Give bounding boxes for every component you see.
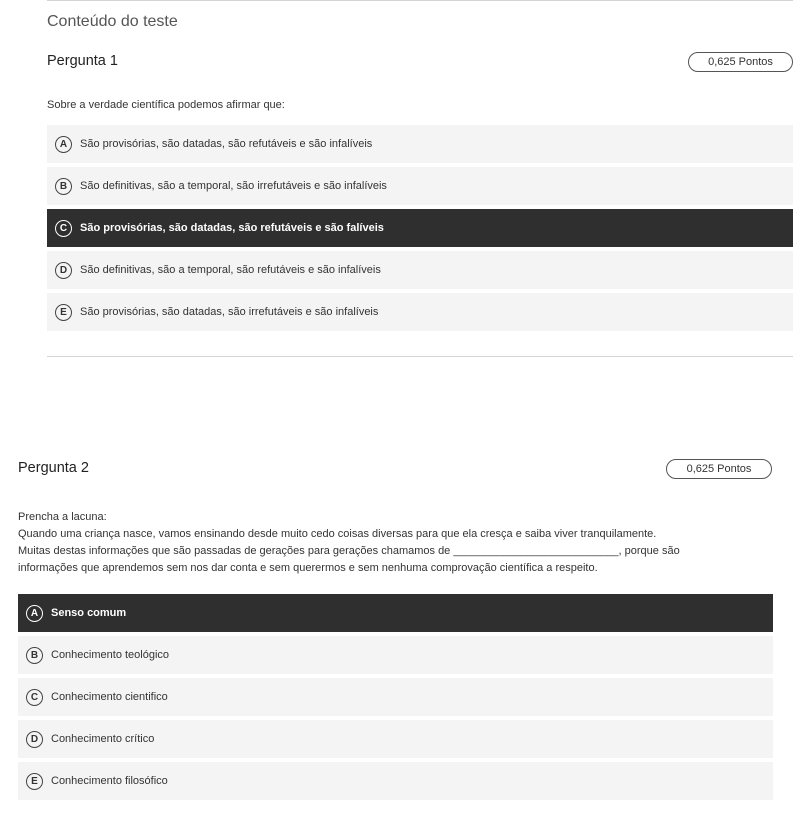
answer-option-e[interactable] <box>18 762 773 800</box>
option-letter-badge: B <box>55 178 72 195</box>
question-title: Pergunta 2 <box>18 460 89 476</box>
answer-option-c[interactable] <box>47 209 793 247</box>
question-text-line: Sobre a verdade científica podemos afirmar que: <box>47 99 285 111</box>
question-text-line: informações que aprendemos sem nos dar conta e sem querermos e sem nenhuma comprovação científica a respeito. <box>18 562 598 574</box>
option-letter-badge: A <box>26 605 43 622</box>
option-letter-badge: E <box>55 304 72 321</box>
answer-option-c[interactable] <box>18 678 773 716</box>
answer-option-a[interactable] <box>18 594 773 632</box>
option-label: São provisórias, são datadas, são refutáveis e são infalíveis <box>80 138 373 150</box>
question-text-line: Muitas destas informações que são passadas de gerações para gerações chamamos de ___________________________, porque são <box>18 545 680 557</box>
answer-option-b[interactable] <box>18 636 773 674</box>
answer-option-d[interactable] <box>47 251 793 289</box>
option-letter-badge: D <box>26 731 43 748</box>
top-divider <box>47 0 793 1</box>
option-letter-badge: E <box>26 773 43 790</box>
option-label: Conhecimento filosófico <box>51 775 168 787</box>
option-label: Conhecimento crítico <box>51 733 155 745</box>
answer-option-a[interactable] <box>47 125 793 163</box>
question-text <box>18 509 788 577</box>
option-letter-badge: B <box>26 647 43 664</box>
section-title: Conteúdo do teste <box>47 13 178 30</box>
answer-option-e[interactable] <box>47 293 793 331</box>
option-label: Conhecimento teológico <box>51 649 170 661</box>
option-letter-badge: D <box>55 262 72 279</box>
option-label: São definitivas, são a temporal, são refutáveis e são infalíveis <box>80 264 381 276</box>
question-text-line: Prencha a lacuna: <box>18 511 107 523</box>
question-text <box>47 97 285 114</box>
option-letter-badge: A <box>55 136 72 153</box>
question-title: Pergunta 1 <box>47 53 118 69</box>
section-divider <box>47 356 793 357</box>
option-label: São definitivas, são a temporal, são irrefutáveis e são infalíveis <box>80 180 387 192</box>
answer-option-b[interactable] <box>47 167 793 205</box>
answer-option-d[interactable] <box>18 720 773 758</box>
question-text-line: Quando uma criança nasce, vamos ensinando desde muito cedo coisas diversas para que ela cresça e saiba viver tranquilamente. <box>18 528 657 540</box>
option-label: Senso comum <box>51 607 127 619</box>
option-label: São provisórias, são datadas, são irrefutáveis e são infalíveis <box>80 306 379 318</box>
option-letter-badge: C <box>26 689 43 706</box>
option-label: Conhecimento cientifico <box>51 691 168 703</box>
points-badge: 0,625 Pontos <box>688 52 793 72</box>
points-badge: 0,625 Pontos <box>666 459 772 479</box>
option-label: São provisórias, são datadas, são refutáveis e são falíveis <box>80 222 384 234</box>
option-letter-badge: C <box>55 220 72 237</box>
